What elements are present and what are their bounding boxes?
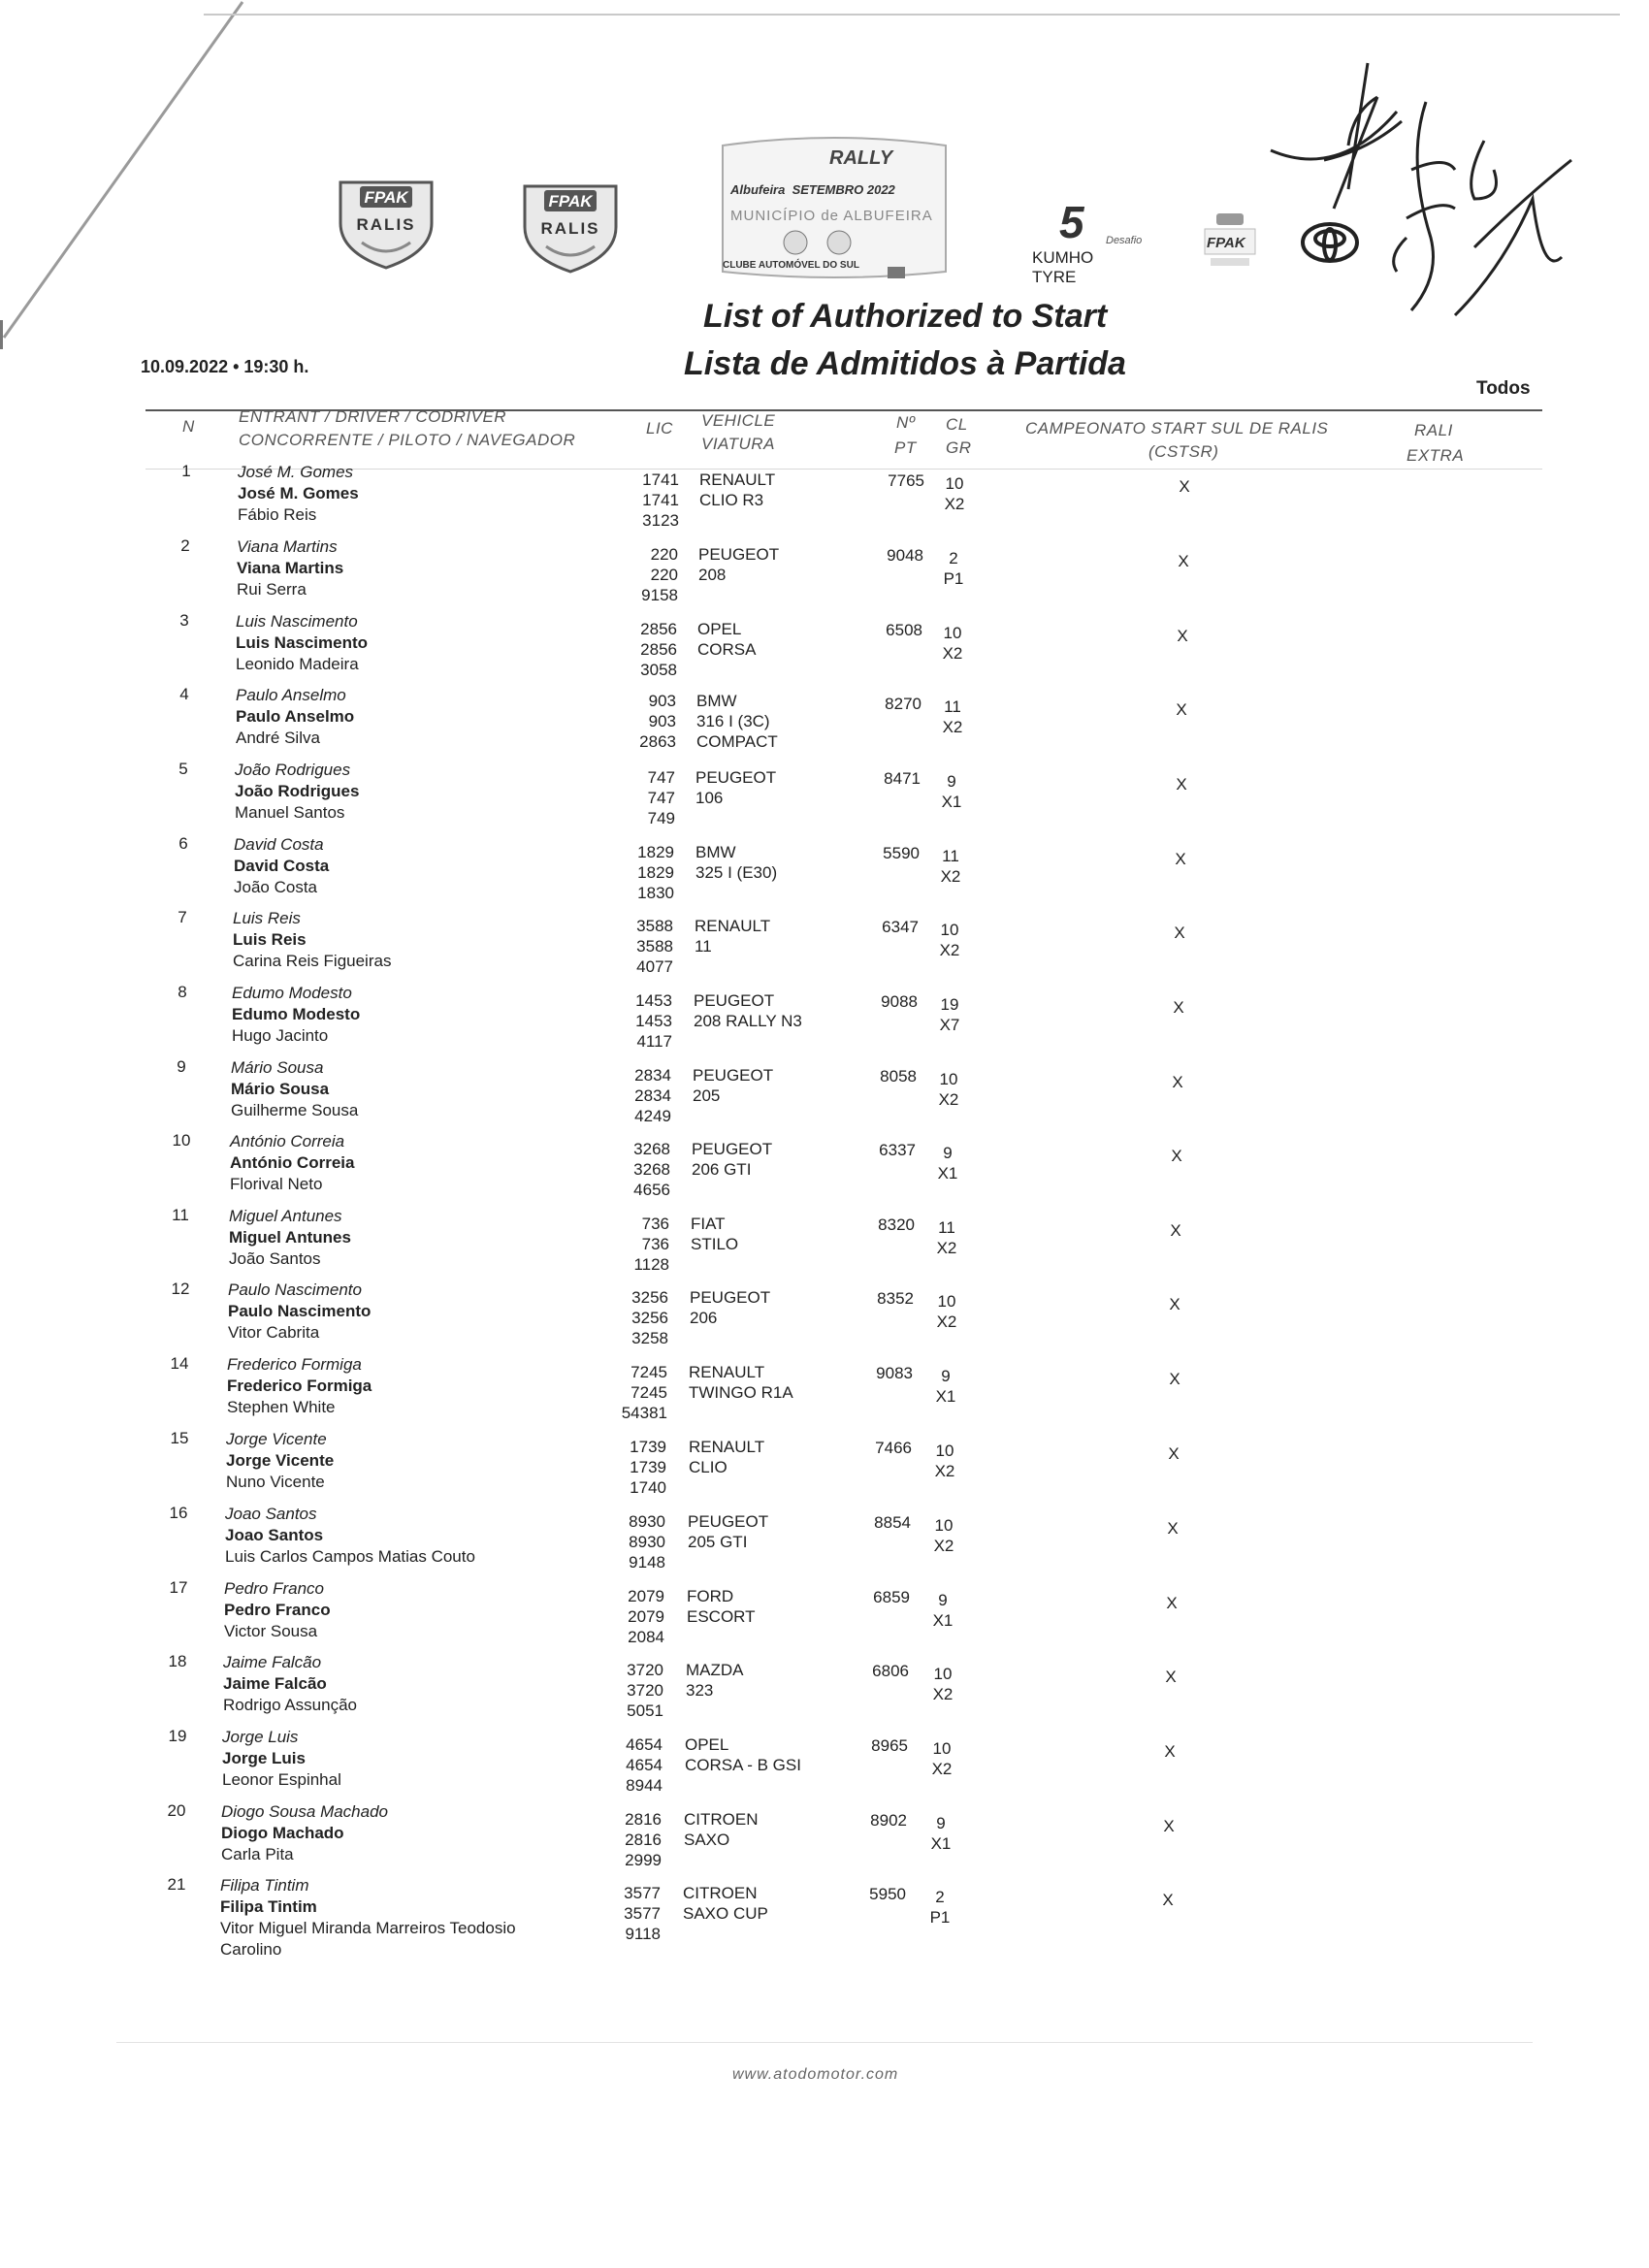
col-cstsr-header-2: (CSTSR) [1148,442,1219,461]
col-n-header: N [182,417,195,436]
fpak-ralis-logo: FPAK RALIS [517,177,624,274]
col-pt-header: Nº [896,413,916,432]
col-vehicle-header-pt: VIATURA [701,435,775,453]
table-row: 2 Viana Martins Viana Martins Rui Serra 220 220 9158 PEUGEOT 208 9048 2 P1 X [180,536,1189,604]
title-portuguese: Lista de Admitidos à Partida [684,345,1126,382]
col-gr-header: GR [946,438,972,457]
col-rali-header: RALI [1414,421,1453,439]
handwritten-signatures [1232,53,1581,335]
filter-label: Todos [1476,378,1531,399]
table-row: 8 Edumo Modesto Edumo Modesto Hugo Jacinto 1453 1453 4117 PEUGEOT 208 RALLY N3 9088 19 X7 X [178,983,1184,1051]
scan-edge-line [204,14,1620,16]
table-row: 14 Frederico Formiga Frederico Formiga Stephen White 7245 7245 54381 RENAULT TWINGO R1A 9083 9 X1 X [170,1354,1180,1422]
col-entrant-header-pt: CONCORRENTE / PILOTO / NAVEGADOR [239,431,576,449]
table-row: 16 Joao Santos Joao Santos Luis Carlos Campos Matias Couto 8930 8930 9148 PEUGEOT 205 GTI 8854 10 X2 X [169,1504,1179,1571]
fpak-small-logo: FPAK [1203,211,1257,270]
title-english: List of Authorized to Start [703,298,1108,335]
table-row: 6 David Costa David Costa João Costa 1829 1829 1830 BMW 325 I (E30) 5590 11 X2 X [178,834,1186,902]
table-row: 5 João Rodrigues João Rodrigues Manuel Santos 747 747 749 PEUGEOT 106 8471 9 X1 X [178,760,1187,827]
footer-website: www.atodomotor.com [732,2066,899,2083]
col-lic-header: LIC [646,419,673,437]
col-entrant-header: ENTRANT / DRIVER / CODRIVER [239,407,507,426]
table-row: 3 Luis Nascimento Luis Nascimento Leonido Madeira 2856 2856 3058 OPEL CORSA 6508 10 X2 X [179,611,1188,679]
col-cstsr-header: CAMPEONATO START SUL DE RALIS [1025,419,1329,437]
table-row: 9 Mário Sousa Mário Sousa Guilherme Sousa 2834 2834 4249 PEUGEOT 205 8058 10 X2 X [177,1057,1183,1125]
issue-datetime: 10.09.2022 • 19:30 h. [141,357,309,376]
table-row: 21 Filipa Tintim Filipa Tintim Vitor Miguel Miranda Marreiros Teodosio Carolino 3577 3577 9118 CITROEN SAXO CUP 5950 2 P1 X [167,1875,1174,1959]
table-row: 10 António Correia António Correia Florival Neto 3268 3268 4656 PEUGEOT 206 GTI 6337 9 X1 X [172,1131,1182,1199]
table-row: 18 Jaime Falcão Jaime Falcão Rodrigo Assunção 3720 3720 5051 MAZDA 323 6806 10 X2 X [168,1652,1177,1720]
rally-plate-logo: RALLY Albufeira SETEMBRO 2022 MUNICÍPIO de ALBUFEIRA CLUBE AUTOMÓVEL DO SUL [713,136,955,281]
table-row: 11 Miguel Antunes Miguel Antunes João Santos 736 736 1128 FIAT STILO 8320 11 X2 X [172,1206,1181,1274]
table-row: 20 Diogo Sousa Machado Diogo Machado Carla Pita 2816 2816 2999 CITROEN SAXO 8902 9 X1 X [167,1801,1175,1869]
table-row: 15 Jorge Vicente Jorge Vicente Nuno Vicente 1739 1739 1740 RENAULT CLIO 7466 10 X2 X [170,1429,1180,1497]
table-row: 4 Paulo Anselmo Paulo Anselmo André Silva 903 903 2863 BMW 316 I (3C) COMPACT 8270 11 X2 X [179,685,1187,751]
col-pt-header-2: PT [894,438,917,457]
table-row: 1 José M. Gomes José M. Gomes Fábio Reis 1741 1741 3123 RENAULT CLIO R3 7765 10 X2 X [181,462,1190,530]
footer-rule [116,2042,1533,2043]
table-row: 12 Paulo Nascimento Paulo Nascimento Vitor Cabrita 3256 3256 3258 PEUGEOT 206 8352 10 X2 X [171,1280,1180,1347]
fpak-ralis-logo: FPAK RALIS [333,173,439,270]
table-row: 7 Luis Reis Luis Reis Carina Reis Figueiras 3588 3588 4077 RENAULT 11 6347 10 X2 X [178,908,1185,976]
col-vehicle-header: VEHICLE [701,411,776,430]
col-cl-header: CL [946,415,968,434]
col-extra-header: EXTRA [1406,446,1465,465]
table-row: 19 Jorge Luis Jorge Luis Leonor Espinhal 4654 4654 8944 OPEL CORSA - B GSI 8965 10 X2 X [168,1727,1176,1795]
table-row: 17 Pedro Franco Pedro Franco Victor Sousa 2079 2079 2084 FORD ESCORT 6859 9 X1 X [169,1578,1178,1646]
page-fold-shadow [0,0,252,349]
